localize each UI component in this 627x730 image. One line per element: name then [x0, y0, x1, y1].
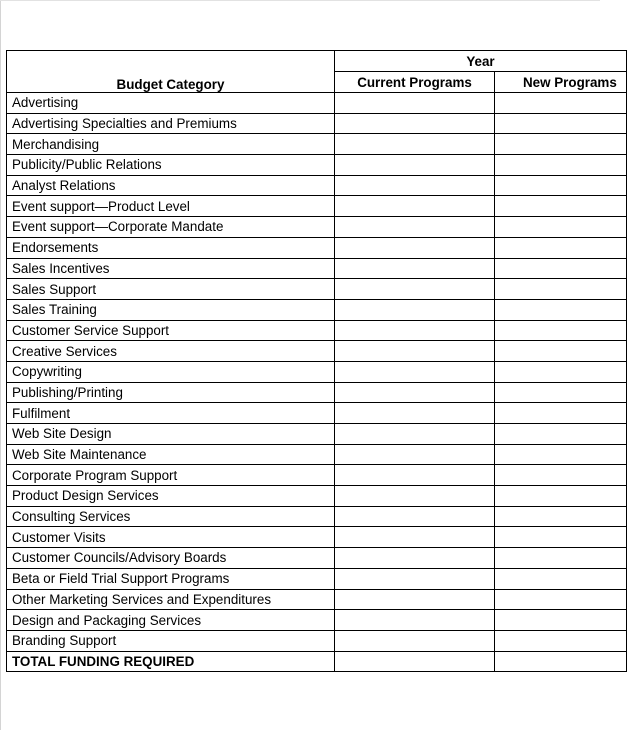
- table-row: [7, 361, 627, 382]
- table-row: [7, 506, 627, 527]
- current-programs-cell[interactable]: [335, 217, 495, 238]
- new-programs-cell[interactable]: [495, 361, 627, 382]
- budget-category-cell: Fulfilment: [7, 403, 335, 424]
- current-programs-header: Current Programs: [335, 72, 495, 93]
- budget-category-cell: Web Site Design: [7, 424, 335, 445]
- current-programs-cell[interactable]: [335, 424, 495, 445]
- table-row: [7, 382, 627, 403]
- budget-category-cell: Product Design Services: [7, 486, 335, 507]
- budget-category-cell: Merchandising: [7, 134, 335, 155]
- new-programs-cell[interactable]: [495, 134, 627, 155]
- new-programs-cell[interactable]: [495, 610, 627, 631]
- new-programs-cell[interactable]: [495, 465, 627, 486]
- table-row: [7, 155, 627, 176]
- current-programs-cell[interactable]: [335, 113, 495, 134]
- new-programs-cell[interactable]: [495, 217, 627, 238]
- budget-category-cell: Event support—Corporate Mandate: [7, 217, 335, 238]
- current-programs-cell[interactable]: [335, 361, 495, 382]
- table-row: [7, 196, 627, 217]
- new-programs-cell[interactable]: [495, 568, 627, 589]
- table-row: [7, 341, 627, 362]
- budget-category-cell: Copywriting: [7, 361, 335, 382]
- new-programs-cell[interactable]: [495, 258, 627, 279]
- new-programs-header: New Programs: [495, 72, 627, 93]
- table-row: [7, 548, 627, 569]
- new-programs-cell[interactable]: [495, 403, 627, 424]
- current-programs-cell[interactable]: [335, 175, 495, 196]
- current-programs-cell[interactable]: [335, 382, 495, 403]
- table-row: [7, 237, 627, 258]
- header-row-top: [7, 51, 627, 72]
- table-row: [7, 134, 627, 155]
- budget-category-cell: Sales Incentives: [7, 258, 335, 279]
- budget-category-cell: Branding Support: [7, 630, 335, 651]
- budget-category-cell: Publishing/Printing: [7, 382, 335, 403]
- new-programs-cell[interactable]: [495, 341, 627, 362]
- current-programs-cell[interactable]: [335, 610, 495, 631]
- current-programs-cell[interactable]: [335, 486, 495, 507]
- current-programs-cell[interactable]: [335, 237, 495, 258]
- budget-category-cell: Endorsements: [7, 237, 335, 258]
- current-programs-cell[interactable]: [335, 568, 495, 589]
- table-row: [7, 527, 627, 548]
- table-row: [7, 610, 627, 631]
- current-programs-cell[interactable]: [335, 279, 495, 300]
- new-programs-cell[interactable]: [495, 382, 627, 403]
- total-row: [7, 651, 627, 672]
- current-programs-cell[interactable]: [335, 527, 495, 548]
- budget-category-cell: Creative Services: [7, 341, 335, 362]
- current-programs-cell[interactable]: [335, 403, 495, 424]
- budget-category-cell: Advertising: [7, 93, 335, 114]
- current-programs-cell[interactable]: [335, 196, 495, 217]
- new-programs-cell[interactable]: [495, 630, 627, 651]
- new-programs-cell[interactable]: [495, 486, 627, 507]
- new-programs-cell[interactable]: [495, 299, 627, 320]
- budget-category-cell: Publicity/Public Relations: [7, 155, 335, 176]
- table-row: [7, 465, 627, 486]
- budget-table: [6, 50, 627, 672]
- current-programs-cell[interactable]: [335, 299, 495, 320]
- table-row: [7, 486, 627, 507]
- budget-category-cell: Sales Training: [7, 299, 335, 320]
- year-header: Year: [335, 51, 627, 72]
- new-programs-cell[interactable]: [495, 113, 627, 134]
- current-programs-cell[interactable]: [335, 589, 495, 610]
- new-programs-cell[interactable]: [495, 155, 627, 176]
- budget-category-cell: Advertising Specialties and Premiums: [7, 113, 335, 134]
- page-edge-left: [0, 0, 1, 730]
- table-row: [7, 113, 627, 134]
- new-programs-cell[interactable]: [495, 444, 627, 465]
- total-label: TOTAL FUNDING REQUIRED: [7, 651, 335, 672]
- new-programs-cell[interactable]: [495, 548, 627, 569]
- budget-category-cell: Analyst Relations: [7, 175, 335, 196]
- new-programs-cell[interactable]: [495, 175, 627, 196]
- budget-category-cell: Customer Councils/Advisory Boards: [7, 548, 335, 569]
- table-row: [7, 258, 627, 279]
- new-programs-cell[interactable]: [495, 196, 627, 217]
- budget-table-body: [7, 93, 627, 672]
- table-row: [7, 444, 627, 465]
- budget-category-cell: Customer Service Support: [7, 320, 335, 341]
- budget-category-cell: Consulting Services: [7, 506, 335, 527]
- table-row: [7, 568, 627, 589]
- table-row: [7, 424, 627, 445]
- table-row: [7, 403, 627, 424]
- new-programs-cell[interactable]: [495, 237, 627, 258]
- new-programs-cell[interactable]: [495, 279, 627, 300]
- budget-category-cell: Beta or Field Trial Support Programs: [7, 568, 335, 589]
- table-row: [7, 175, 627, 196]
- table-row: [7, 279, 627, 300]
- table-row: [7, 217, 627, 238]
- budget-category-cell: Other Marketing Services and Expenditures: [7, 589, 335, 610]
- current-programs-cell[interactable]: [335, 258, 495, 279]
- budget-category-cell: Event support—Product Level: [7, 196, 335, 217]
- budget-category-cell: Web Site Maintenance: [7, 444, 335, 465]
- current-programs-cell[interactable]: [335, 444, 495, 465]
- new-programs-cell[interactable]: [495, 651, 627, 672]
- current-programs-cell[interactable]: [335, 155, 495, 176]
- budget-category-cell: Corporate Program Support: [7, 465, 335, 486]
- table-row: [7, 630, 627, 651]
- table-row: [7, 93, 627, 114]
- new-programs-cell[interactable]: [495, 527, 627, 548]
- current-programs-cell[interactable]: [335, 630, 495, 651]
- table-row: [7, 299, 627, 320]
- budget-category-cell: Design and Packaging Services: [7, 610, 335, 631]
- page-edge-top: [0, 0, 600, 1]
- current-programs-cell[interactable]: [335, 506, 495, 527]
- table-row: [7, 320, 627, 341]
- new-programs-cell[interactable]: [495, 589, 627, 610]
- table-row: [7, 589, 627, 610]
- current-programs-cell[interactable]: [335, 93, 495, 114]
- current-programs-cell[interactable]: [335, 134, 495, 155]
- current-programs-cell[interactable]: [335, 465, 495, 486]
- current-programs-cell[interactable]: [335, 320, 495, 341]
- current-programs-cell[interactable]: [335, 651, 495, 672]
- budget-category-header: Budget Category: [7, 51, 335, 93]
- current-programs-cell[interactable]: [335, 341, 495, 362]
- new-programs-cell[interactable]: [495, 320, 627, 341]
- current-programs-cell[interactable]: [335, 548, 495, 569]
- budget-category-cell: Customer Visits: [7, 527, 335, 548]
- new-programs-cell[interactable]: [495, 93, 627, 114]
- budget-category-cell: Sales Support: [7, 279, 335, 300]
- new-programs-cell[interactable]: [495, 506, 627, 527]
- new-programs-cell[interactable]: [495, 424, 627, 445]
